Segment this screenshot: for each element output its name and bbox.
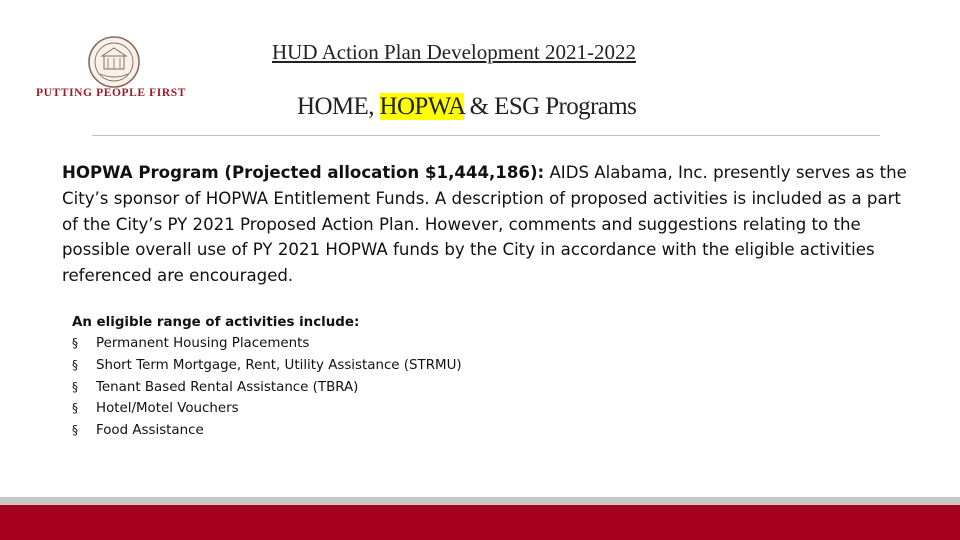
header-divider	[92, 135, 880, 136]
hopwa-paragraph	[62, 160, 912, 289]
activities-heading: An eligible range of activities include:	[72, 315, 360, 330]
subtitle-pre: HOME,	[297, 93, 380, 120]
bullet-icon: §	[72, 423, 78, 438]
list-item-label: Food Assistance	[96, 423, 204, 439]
bullet-icon: §	[72, 357, 78, 372]
list-item-label: Short Term Mortgage, Rent, Utility Assistance (STRMU)	[96, 357, 462, 373]
subtitle-highlight: HOPWA	[379, 93, 465, 120]
list-item-label: Hotel/Motel Vouchers	[96, 401, 239, 417]
subtitle-post: & ESG Programs	[464, 93, 637, 120]
hopwa-lead-bold: HOPWA Program (Projected allocation $1,444,186):	[62, 163, 545, 182]
bullet-icon: §	[72, 336, 78, 350]
list-item	[72, 398, 462, 420]
activities-section	[72, 313, 462, 442]
footer-stripe	[0, 497, 960, 505]
list-item	[72, 377, 462, 399]
list-item	[72, 420, 462, 442]
list-item-label: Permanent Housing Placements	[96, 336, 310, 351]
list-item	[72, 333, 462, 355]
bullet-icon: §	[72, 379, 78, 394]
activities-list	[72, 333, 462, 442]
page-title: HUD Action Plan Development 2021-2022	[272, 40, 636, 64]
page-subtitle	[297, 93, 636, 121]
list-item	[72, 355, 462, 377]
logo-tagline: PUTTING PEOPLE FIRST	[36, 87, 187, 99]
city-logo	[30, 34, 200, 104]
list-item-label: Tenant Based Rental Assistance (TBRA)	[96, 379, 359, 395]
hopwa-lead-text: AIDS Alabama, Inc. presently serves as the City’s sponsor of HOPWA Entitlement Funds. A description of proposed activities is included as a part of the City’s PY 2021 Proposed Action Plan. However, comments and suggestions relating to the possible overall use of PY 2021 HOPWA funds by the City in accordance with the eligible activities referenced are encouraged.	[62, 163, 907, 286]
bullet-icon: §	[72, 401, 78, 416]
city-seal-icon	[86, 34, 142, 90]
footer-band	[0, 505, 960, 540]
